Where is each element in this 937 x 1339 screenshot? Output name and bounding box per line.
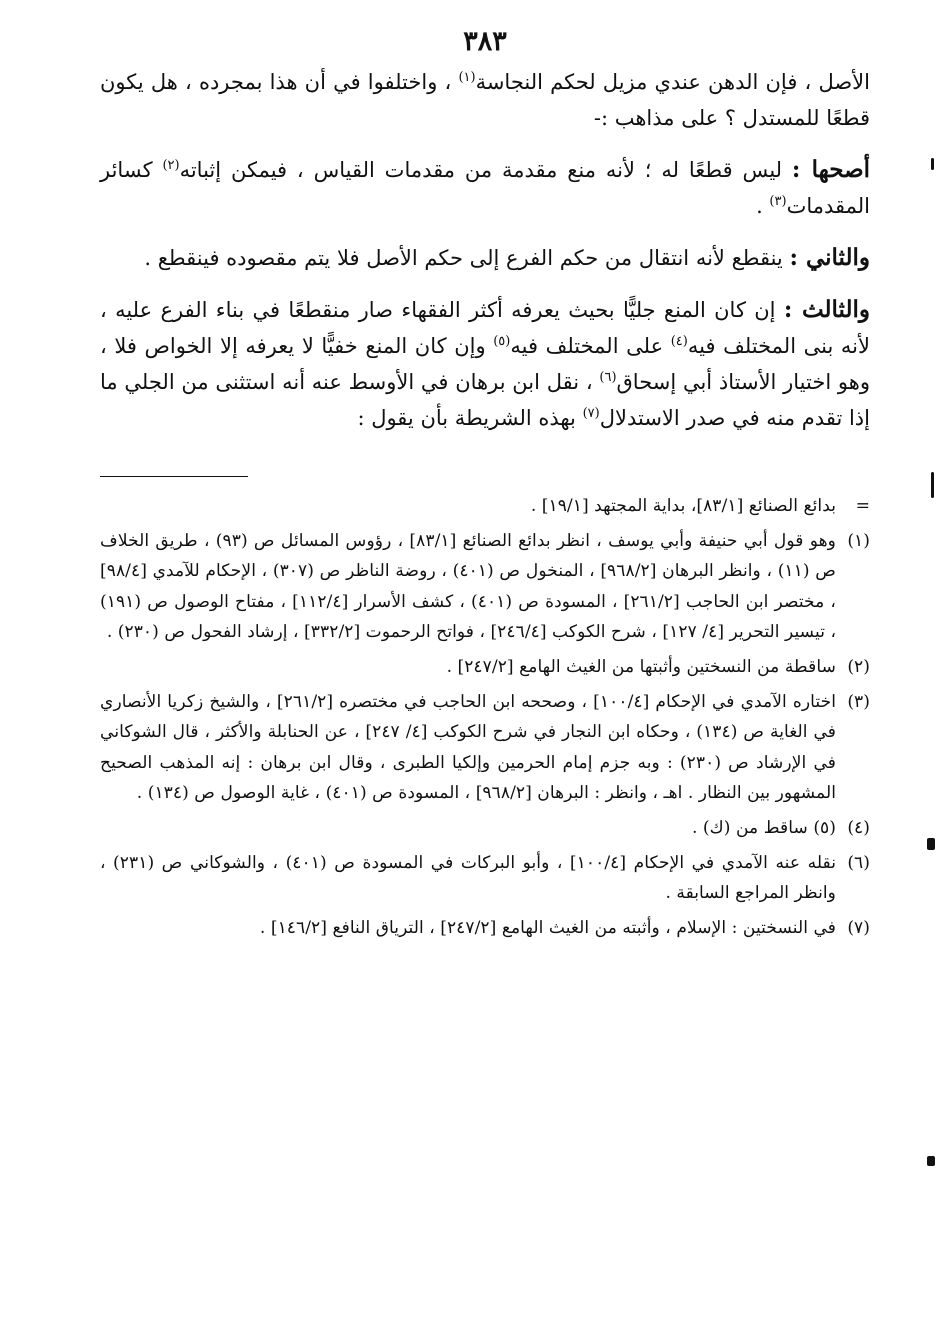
footnote-4-5 [100,813,870,844]
footnote-ref-4[interactable]: (٤) [670,334,688,349]
footnote-text: بدائع الصنائع [٨٣/١]، بداية المجتهد [١٩/١] . [530,496,836,516]
main-text [100,64,870,436]
footnote-text: (٥) ساقط من (ك) . [691,817,836,838]
paragraph-1 [100,64,870,136]
footnote-number: (٦) [847,852,870,873]
footnotes [100,491,870,943]
paragraph-3 [100,240,870,276]
paragraph-4-text-c: وإن كان المنع خفيًّا لا يعرفه إلا الخواص فلا ، وهو اختيار الأستاذ أبي إسحاق [100,334,870,394]
paragraph-4-text-d: ، نقل ابن برهان في الأوسط عنه أنه استثنى من الجلي ما إذا تقدم منه في صدر الاستدلال [100,370,870,430]
footnote-ref-5[interactable]: (٥) [493,334,511,349]
footnote-6 [100,848,870,909]
footnote-ref-3[interactable]: (٣) [769,194,787,209]
footnote-ref-2[interactable]: (٢) [162,158,180,173]
paragraph-4-text-b: على المختلف فيه [510,334,671,358]
scan-mark [927,1156,935,1166]
paragraph-4-lead: والثالث : [783,296,871,323]
footnote-1 [100,526,870,648]
paragraph-2 [100,152,870,224]
footnote-ref-1[interactable]: (١) [458,70,476,85]
footnote-number: (٧) [847,917,870,938]
footnote-continuation [100,491,870,522]
footnote-7 [100,913,870,944]
footnote-2 [100,652,870,683]
footnote-text: نقله عنه الآمدي في الإحكام [١٠٠/٤] ، وأبو البركات في المسودة ص (٤٠١) ، والشوكاني ص (٢٣١) ، وانظر المراجع السابقة . [100,852,836,904]
paragraph-2-text-b: كسائر المقدمات [100,158,870,218]
footnote-number: (٤) [847,817,870,838]
paragraph-3-lead: والثاني : [789,244,870,271]
footnote-ref-6[interactable]: (٦) [599,370,617,385]
footnote-text: في النسختين : الإسلام ، وأثبته من الغيث الهامع [٢٤٧/٢] ، الترياق النافع [١٤٦/٢] . [259,917,836,938]
paragraph-4 [100,292,870,436]
paragraph-4-text-e: بهذه الشريطة بأن يقول : [357,406,583,430]
book-page [100,22,870,1322]
footnote-text: وهو قول أبي حنيفة وأبي يوسف ، انظر بدائع الصنائع [٨٣/١] ، رؤوس المسائل ص (٩٣) ، طريق الخلاف ص (١١) ، وانظر البرهان [٩٦٨/٢] ، المنخول ص (٤٠١) ، روضة الناظر ص (٣٠٧) ، الإحكام للآمدي [٩٨/٤] ، مختصر ابن الحاجب [٢٦١/٢] ، المسودة ص (٤٠١) ، كشف الأسرار [١١٢/٤] ، مفتاح الوصول ص (١٩١) ، تيسير التحرير [٤/ ١٢٧] ، شرح الكوكب [٢٤٦/٤] ، فواتح الرحموت [٣٣٢/٢] ، إرشاد الفحول ص (٢٣٠) . [100,530,837,643]
footnote-text: اختاره الآمدي في الإحكام [١٠٠/٤] ، وصححه ابن الحاجب في مختصره [٢٦١/٢] ، والشيخ زكريا الأنصاري في الغاية ص (١٣٤) ، وحكاه ابن النجار في شرح الكوكب [٤/ ٢٤٧] ، عن الحنابلة والأكثر ، قال الشوكاني في الإرشاد ص (٢٣٠) : وبه جزم إمام الحرمين وإلكيا الطبرى ، وقال ابن برهان : إنه المذهب الصحيح المشهور بين النظار . اهـ ، وانظر : البرهان [٩٦٨/٢] ، المسودة ص (٤٠١) ، غاية الوصول ص (١٣٤) . [100,691,836,804]
paragraph-1-text-a: الأصل ، فإن الدهن عندي مزيل لحكم النجاسة [475,70,870,94]
footnote-3 [100,687,870,809]
scan-mark [927,838,935,850]
footnote-number: (١) [847,530,870,551]
footnote-number: (٢) [847,656,870,677]
footnote-ref-7[interactable]: (٧) [582,406,600,421]
paragraph-1-text-b: ، واختلفوا في أن هذا بمجرده ، هل يكون قطعًا للمستدل ؟ على مذاهب :- [100,70,870,130]
scan-mark [931,472,934,498]
footnote-text: ساقطة من النسختين وأثبتها من الغيث الهامع [٢٤٧/٢] . [446,656,836,677]
paragraph-2-text-c: . [756,194,770,218]
paragraph-3-text-a: ينقطع لأنه انتقال من حكم الفرع إلى حكم الأصل فلا يتم مقصوده فينقطع . [144,246,790,270]
footnote-number: = [855,496,870,516]
scan-mark [931,158,934,170]
paragraph-2-lead: أصحها : [791,156,870,183]
footnote-separator [100,476,248,477]
page-number: ٣٨٣ [463,26,507,57]
footnote-number: (٣) [847,691,870,712]
paragraph-2-text-a: ليس قطعًا له ؛ لأنه منع مقدمة من مقدمات القياس ، فيمكن إثباته [179,158,792,182]
paragraph-4-text-a: إن كان المنع جليًّا بحيث يعرفه أكثر الفقهاء صار منقطعًا في بناء الفرع عليه ، لأنه بنى المختلف فيه [100,298,870,358]
